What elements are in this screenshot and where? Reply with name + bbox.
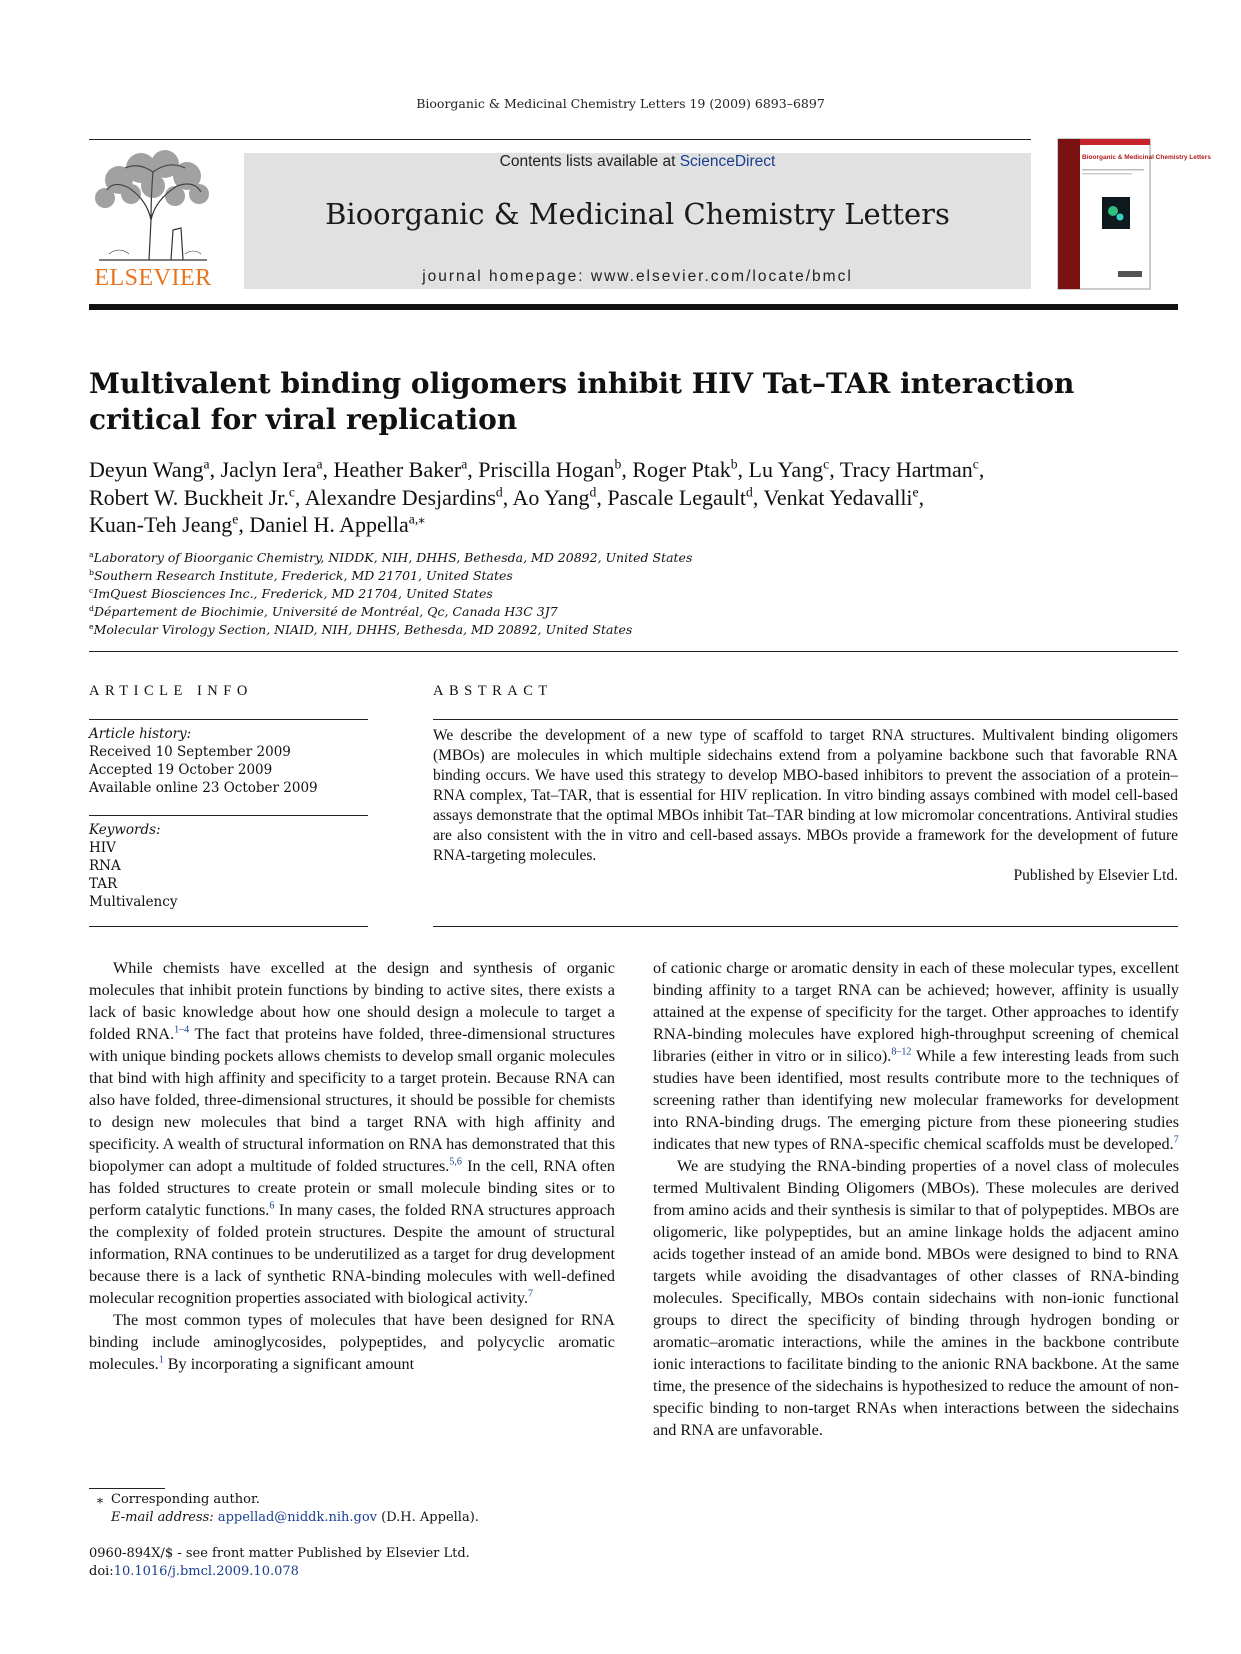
author: Deyun Wang$^a$ [89, 456, 210, 482]
history-received: Received 10 September 2009 [89, 744, 291, 760]
keyword: RNA [89, 858, 121, 874]
author: Tracy Hartman$^c$ [839, 456, 979, 482]
citation-link[interactable]: 1 [158, 1354, 164, 1366]
body-paragraph: We are studying the RNA-binding properties of a novel class of molecules termed Multivalent Binding Oligomers (MBOs). These molecules are derived from amino acids and their synthesis is similar to that of polypeptides. MBOs are oligomeric, like polypeptides, but an amine linkage holds the adjacent amino acids together instead of an amide bond. MBOs were designed to bind to RNA targets while avoiding the disadvantages of other classes of RNA-binding molecules. Specifically, MBOs contain sidechains with non-ionic functional groups to direct the specificity of binding through hydrogen bonding or aromatic–aromatic interactions, while the amines in the backbone contribute ionic interactions to facilitate binding to the anionic RNA backbone. At the same time, the presence of the sidechains is hypothesized to reduce the amount of non-specific binding to non-target RNAs when interactions between the sidechains and RNA are unfavorable. [653, 1157, 1180, 1439]
keywords-label: Keywords: [89, 822, 161, 838]
footnote-corresponding: Corresponding author. [111, 1492, 260, 1507]
history-online: Available online 23 October 2009 [89, 780, 318, 796]
author: Roger Ptak$^b$ [632, 456, 738, 482]
keyword: HIV [89, 840, 116, 856]
citation-link[interactable]: 6 [269, 1200, 275, 1212]
doi-link[interactable]: 10.1016/j.bmcl.2009.10.078 [113, 1564, 299, 1579]
body-paragraph: of cationic charge or aromatic density in each of these molecular types, excellent binding affinity to a target RNA can be achieved; however, affinity is usually attained at the expense of specificity for the target. Other approaches to identify RNA-binding molecules have explored high-throughput screening of chemical libraries (either in vitro or in silico).$^{8-12}$ While a few interesting leads from such studies have been identified, most results contribute more to the techniques of screening rather than identifying new molecular frameworks for development into RNA-binding drugs. The emerging picture from these pioneering studies indicates that new types of RNA-specific chemical scaffolds must be developed.$^7$ [653, 959, 1179, 1153]
affiliation: $^e$Molecular Virology Section, NIAID, NIH, DHHS, Bethesda, MD 20892, United States [89, 621, 633, 637]
email-suffix: (D.H. Appella). [377, 1510, 479, 1525]
article-info-heading: ARTICLE INFO [89, 683, 253, 699]
affiliation-list [89, 549, 1089, 639]
article-history [89, 725, 368, 797]
abstract-publisher-note: Published by Elsevier Ltd. [1013, 867, 1178, 884]
author: Daniel H. Appella$^{a,⁎}$ [249, 511, 426, 537]
abstract-rule [433, 719, 1178, 720]
contents-prefix: Contents lists available at [499, 153, 680, 170]
affiliation: $^c$ImQuest Biosciences Inc., Frederick, MD 21704, United States [89, 585, 493, 601]
info-rule [89, 719, 368, 720]
author: Robert W. Buckheit Jr.$^c$ [89, 484, 295, 510]
author: Pascale Legault$^d$ [607, 484, 753, 510]
author: Venkat Yedavalli$^e$ [763, 484, 919, 510]
author: Heather Baker$^a$ [333, 456, 468, 482]
email-link[interactable]: appellad@niddk.nih.gov [217, 1510, 378, 1525]
journal-cover-thumbnail [1058, 139, 1211, 289]
abstract-rule [433, 926, 1178, 927]
author: Kuan-Teh Jeang$^e$ [89, 511, 239, 537]
journal-banner [244, 153, 1031, 289]
affiliation: $^b$Southern Research Institute, Frederick, MD 21701, United States [89, 567, 513, 583]
running-head: Bioorganic & Medicinal Chemistry Letters 19 (2009) 6893–6897 [416, 96, 825, 111]
abstract [433, 726, 1178, 886]
body-column-left [89, 957, 615, 1375]
tree-icon [89, 150, 217, 262]
journal-name: Bioorganic & Medicinal Chemistry Letters [325, 197, 950, 231]
header-rule [89, 139, 1031, 140]
info-rule [89, 926, 368, 927]
affiliation-rule [89, 651, 1178, 652]
body-paragraph: While chemists have excelled at the design and synthesis of organic molecules that inhibit protein functions by binding to active sites, there exists a lack of basic knowledge about how one should design a molecule to target a folded RNA.$^{1-4}$ The fact that proteins have folded, three-dimensional structures with unique binding pockets allows chemists to develop small organic molecules that bind with high affinity and specificity to a target protein. Because RNA can also have folded, three-dimensional structures, it should be possible for chemists to design new molecules that bind a target RNA with high affinity and specificity. A wealth of structural information on RNA has demonstrated that this biopolymer can adopt a multitude of folded structures.$^{5,6}$ In the cell, RNA often has folded structures to create protein or small molecule binding sites or to perform catalytic functions.$^6$ In many cases, the folded RNA structures approach the complexity of folded protein structures. Despite the amount of structural information, RNA continues to be underutilized as a target for drug development because there is a lack of synthetic RNA-binding molecules with well-defined molecular recognition properties associated with biological activity.$^7$ [89, 959, 616, 1307]
citation-link[interactable]: 8–12 [891, 1046, 912, 1058]
elsevier-wordmark: ELSEVIER [94, 265, 212, 291]
affiliation: $^d$Département de Biochimie, Université de Montréal, Qc, Canada H3C 3J7 [89, 603, 558, 619]
keywords [89, 821, 368, 911]
issn-line: 0960-894X/$ - see front matter Published by Elsevier Ltd. [89, 1546, 470, 1561]
author-list: Deyun Wang$^a$, Jaclyn Iera$^a$, Heather Baker$^a$, Priscilla Hogan$^b$, Roger Ptak$^b$, Lu Yang$^c$, Tracy Hartman$^c$, Robert W. Buckheit Jr.$^c$, Alexandre Desjardins$^d$, Ao Yang$^d$, Pascale Legault$^d$, Venkat Yedavalli$^e$, Kuan-Teh Jeang$^e$, Daniel H. Appella$^{a,⁎}$ [89, 456, 985, 537]
author: Lu Yang$^c$ [748, 456, 830, 482]
abstract-text: We describe the development of a new type of scaffold to target RNA structures. Multivalent binding oligomers (MBOs) are molecules in which multiple sidechains extend from a polyamine backbone such that favorable RNA binding occurs. We have used this strategy to develop MBO-based inhibitors to prevent the association of a protein–RNA complex, Tat–TAR, that is essential for HIV replication. In vitro binding assays combined with model cell-based assays demonstrate that the optimal MBOs inhibit Tat–TAR binding at low micromolar concentrations. Antiviral studies are also consistent with the in vitro and cell-based assays. MBOs provide a framework for the development of future RNA-targeting molecules. [433, 727, 1178, 864]
citation-link[interactable]: 7 [528, 1288, 534, 1300]
author: Priscilla Hogan$^b$ [478, 456, 622, 482]
journal-homepage[interactable]: journal homepage: www.elsevier.com/locate/bmcl [422, 268, 853, 285]
body-paragraph: The most common types of molecules that have been designed for RNA binding include aminoglycosides, polypeptides, and polycyclic aromatic molecules.$^1$ By incorporating a significant amount [89, 1311, 615, 1373]
corresponding-author-footnote [89, 1491, 589, 1527]
keyword: Multivalency [89, 894, 178, 910]
author: Ao Yang$^d$ [512, 484, 597, 510]
contents-line [244, 153, 1031, 171]
footnote-mark: ⁎ [96, 1492, 104, 1507]
author: Jaclyn Iera$^a$ [220, 456, 323, 482]
elsevier-logo [89, 150, 217, 292]
info-rule [89, 815, 368, 816]
header-thick-rule [89, 304, 1178, 310]
citation-link[interactable]: 7 [1173, 1134, 1179, 1146]
footnote-rule [89, 1488, 165, 1489]
cover-title: Bioorganic & Medicinal Chemistry Letters [1082, 154, 1211, 161]
abstract-heading: ABSTRACT [433, 683, 553, 699]
author: Alexandre Desjardins$^d$ [304, 484, 503, 510]
keyword: TAR [89, 876, 118, 892]
citation-link[interactable]: 1–4 [174, 1024, 190, 1036]
history-accepted: Accepted 19 October 2009 [89, 762, 273, 778]
email-label: E-mail address: [111, 1510, 214, 1525]
body-column-right [653, 957, 1179, 1441]
doi-prefix: doi: [89, 1564, 114, 1579]
history-label: Article history: [89, 726, 192, 742]
issn-block [89, 1545, 589, 1581]
citation-link[interactable]: 5,6 [449, 1156, 462, 1168]
article-title: Multivalent binding oligomers inhibit HIV Tat–TAR interaction critical for viral replication [89, 367, 1075, 436]
sciencedirect-link[interactable]: ScienceDirect [679, 153, 776, 170]
affiliation: $^a$Laboratory of Bioorganic Chemistry, NIDDK, NIH, DHHS, Bethesda, MD 20892, United States [89, 549, 693, 565]
